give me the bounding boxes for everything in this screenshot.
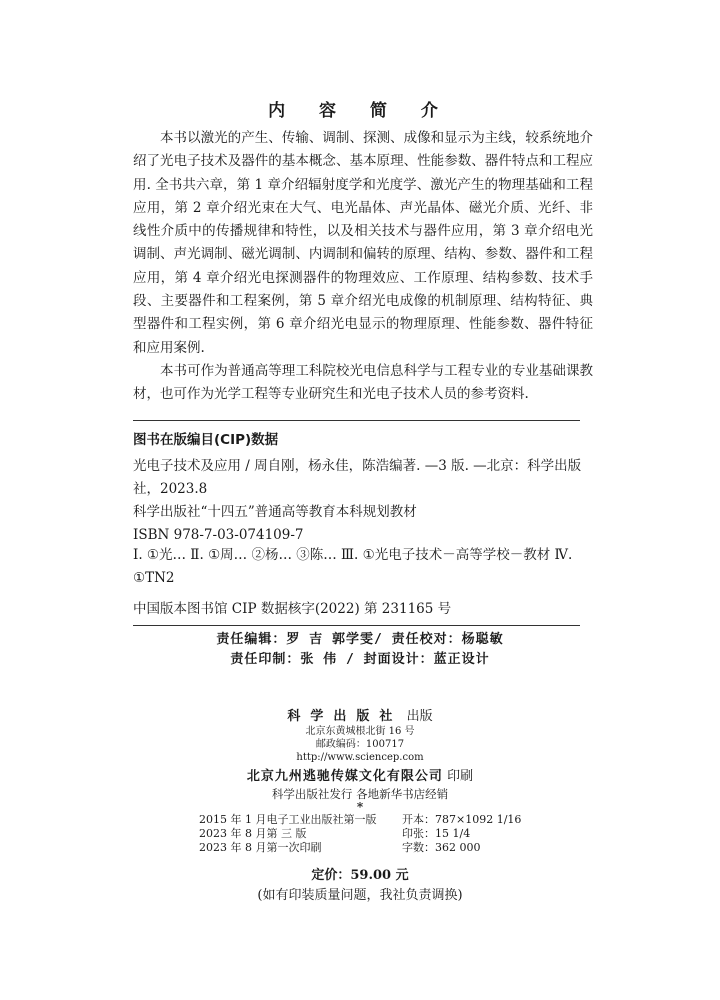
cip-record-number: 中国版本图书馆 CIP 数据核字(2022) 第 231165 号 — [133, 601, 452, 617]
printer-line — [0, 765, 720, 784]
edition-row — [199, 827, 529, 841]
quality-notice: (如有印装质量问题，我社负责调换) — [257, 888, 463, 903]
edition-row — [199, 841, 529, 855]
cip-isbn: ISBN 978-7-03-074109-7 — [133, 527, 304, 543]
printer-name: 北京九州逃驰传媒文化有限公司 — [246, 769, 443, 784]
summary-title: 内 容 简 介 — [268, 101, 452, 121]
cip-entry — [133, 455, 585, 547]
publisher-postal-code: 邮政编码：100717 — [315, 739, 405, 750]
summary-paragraph-1: 本书以激光的产生、传输、调制、探测、成像和显示为主线，较系统地介绍了光电子技术及器件的基本概念、基本原理、性能参数、器件特点和工程应用. 全书共六章，第 1 章介绍辐射度学和光度学、激光产生的物理基础和工程应用，第 2 章介绍光束在大气、电光晶体、声光晶体、磁光介质、光纤、非线性介质中的传播规律和特性，以及相关技术与器件应用，第 3 章介绍电光调制、声光调制、磁光调制、内调制和偏转的原理、结构、参数、器件和工程应用，第 4 章介绍光电探测器件的物理效应、工作原理、结构参数、技术手段、主要器件和工程案例，第 5 章介绍光电成像的机制原理、结构特征、典型器件和工程实例，第 6 章介绍光电显示的物理原理、性能参数、器件特征和应用案例. — [133, 130, 593, 356]
edition-row — [199, 813, 529, 827]
cip-series: 科学出版社“十四五”普通高等教育本科规划教材 — [133, 504, 417, 520]
publisher-suffix: 出版 — [406, 709, 433, 724]
edition-left: 2023 年 8 月第 三 版 — [199, 827, 307, 840]
publisher-address: 北京东黄城根北街 16 号 — [305, 726, 415, 737]
distribution-line: 科学出版社发行 各地新华书店经销 — [271, 787, 449, 801]
cip-heading: 图书在版编目(CIP)数据 — [133, 432, 279, 448]
cip-top-divider — [133, 420, 580, 421]
credits-production: 责任印制：张 伟 / 封面设计：蓝正设计 — [230, 652, 490, 667]
edition-table — [199, 813, 529, 855]
edition-left: 2023 年 8 月第一次印刷 — [199, 841, 322, 854]
cip-bottom-divider — [133, 625, 580, 626]
edition-left: 2015 年 1 月电子工业出版社第一版 — [199, 813, 377, 826]
printer-suffix: 印刷 — [447, 769, 474, 784]
edition-right: 字数：362 000 — [402, 841, 481, 854]
edition-right: 印张：15 1/4 — [402, 827, 471, 840]
publisher-name: 科学出版社 — [287, 709, 403, 724]
edition-right: 开本：787×1092 1/16 — [402, 813, 522, 826]
publisher-website: http://www.sciencep.com — [296, 752, 424, 763]
cip-classification: Ⅰ. ①光… Ⅱ. ①周… ②杨… ③陈… Ⅲ. ①光电子技术－高等学校－教材 Ⅳ. ①TN2 — [133, 547, 573, 586]
price: 定价：59.00 元 — [311, 868, 409, 883]
publisher-line — [0, 705, 720, 724]
summary-body — [133, 127, 593, 407]
summary-paragraph-2: 本书可作为普通高等理工科院校光电信息科学与工程专业的专业基础课教材，也可作为光学工程等专业研究生和光电子技术人员的参考资料. — [133, 362, 593, 403]
separator-star: * — [356, 800, 364, 814]
cip-entry-title: 光电子技术及应用 / 周自刚，杨永佳，陈浩编著. —3 版. —北京：科学出版社，2023.8 — [133, 458, 582, 497]
credits-editors: 责任编辑：罗 吉 郭学雯/ 责任校对：杨聪敏 — [216, 632, 504, 647]
